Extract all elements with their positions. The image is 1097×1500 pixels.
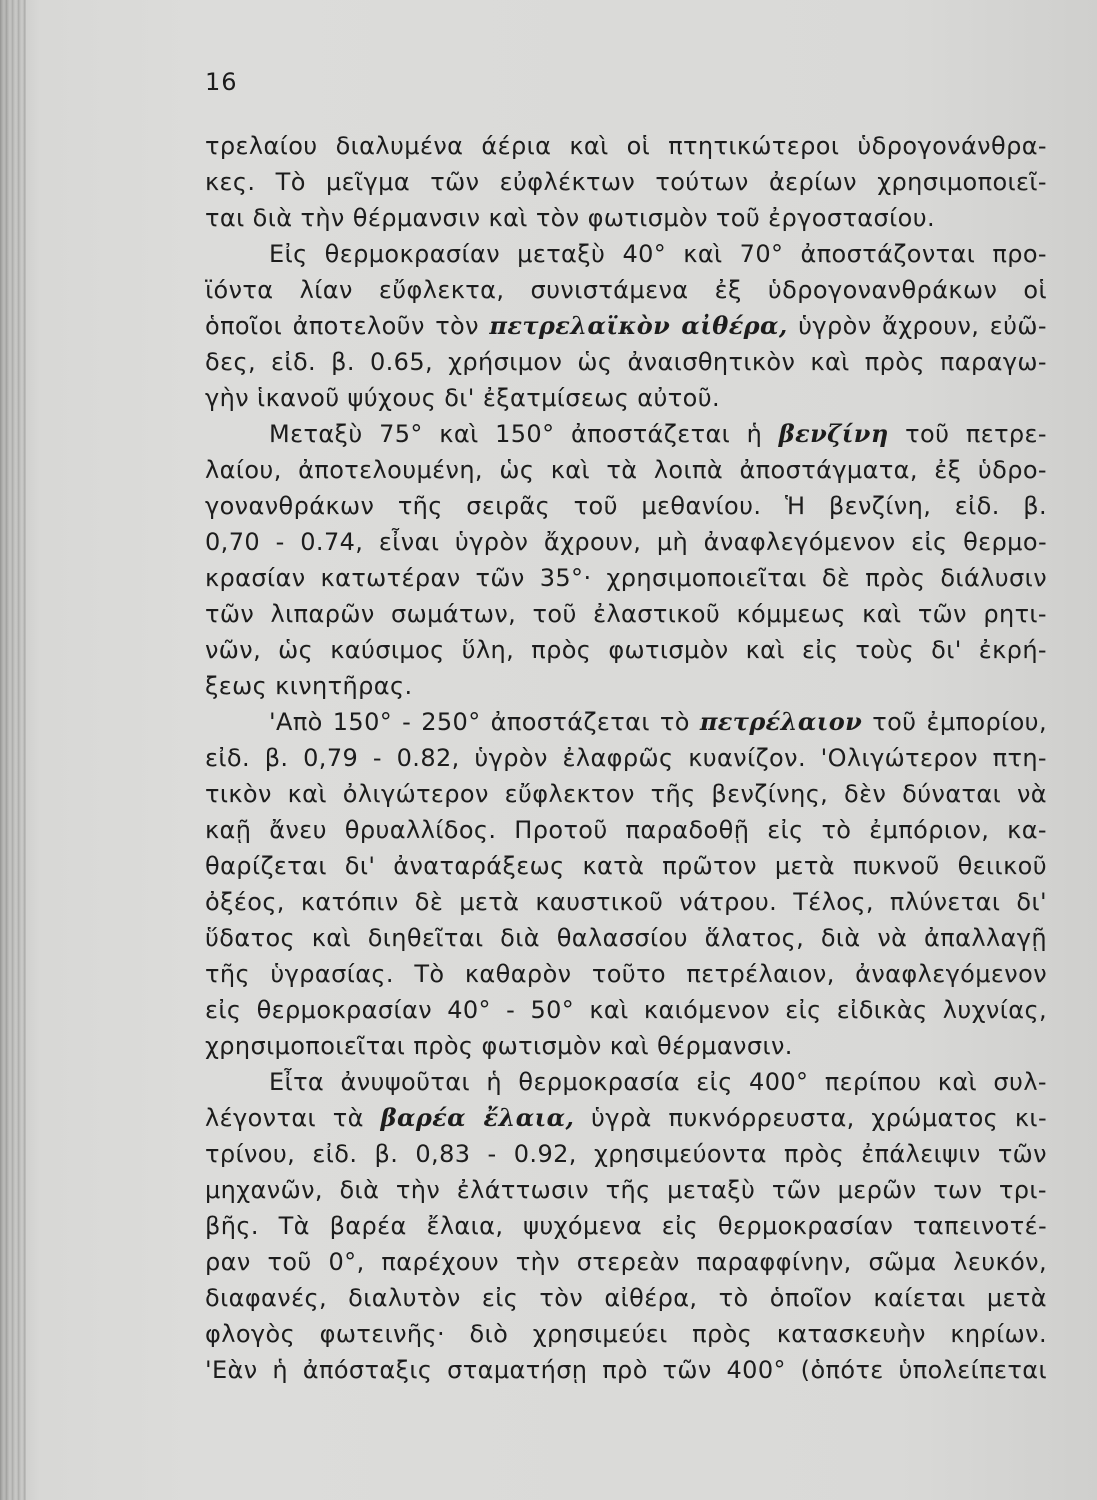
text-line: διαφανές, διαλυτὸν εἰς τὸν αἰθέρα, τὸ ὁποῖον καίεται μετὰ [205, 1284, 1047, 1312]
text-segment: 'Απὸ 150° - 250° ἀποστάζεται τὸ [269, 708, 700, 736]
text-line: καῇ ἄνευ θρυαλλίδος. Προτοῦ παραδοθῇ εἰς τὸ ἐμπόριον, κα- [205, 816, 1047, 844]
emphasized-term: βαρέα ἔλαια, [380, 1103, 575, 1132]
text-line: τῆς ὑγρασίας. Τὸ καθαρὸν τοῦτο πετρέλαιον, ἀναφλεγόμενον [205, 960, 1047, 988]
text-line: κες. Τὸ μεῖγμα τῶν εὐφλέκτων τούτων ἀερίων χρησιμοποιεῖ- [205, 168, 1047, 196]
emphasized-term: πετρέλαιον [699, 707, 863, 736]
body-text [205, 128, 1047, 1388]
text-line: γὴν ἱκανοῦ ψύχους δι' ἐξατμίσεως αὐτοῦ. [205, 384, 721, 412]
text-segment: λέγονται τὰ [205, 1104, 381, 1132]
text-segment: ὑγρὸν ἄχρουν, εὐῶ- [787, 312, 1047, 340]
text-line: χρησιμοποιεῖται πρὸς φωτισμὸν καὶ θέρμανσιν. [205, 1032, 793, 1060]
text-line: τρελαίου διαλυμένα άέρια καὶ οἱ πτητικώτεροι ὑδρογονάνθρα- [205, 132, 1047, 160]
text-segment: τοῦ ἐμπορίου, [862, 708, 1047, 736]
text-line: Εἶτα ἀνυψοῦται ἡ θερμοκρασία εἰς 400° περίπου καὶ συλ- [269, 1068, 1047, 1096]
text-line: ται διὰ τὴν θέρμανσιν καὶ τὸν φωτισμὸν τοῦ ἐργοστασίου. [205, 204, 936, 232]
text-line: τρίνου, εἰδ. β. 0,83 - 0.92, χρησιμεύοντα πρὸς ἐπάλειψιν τῶν [205, 1140, 1047, 1168]
text-line [205, 1100, 1047, 1136]
text-segment: Μεταξὺ 75° καὶ 150° ἀποστάζεται ἡ [269, 420, 779, 448]
text-line: τῶν λιπαρῶν σωμάτων, τοῦ ἐλαστικοῦ κόμμεως καὶ τῶν ρητι- [205, 600, 1047, 628]
emphasized-term: βενζίνη [778, 419, 889, 448]
text-line: ὀξέος, κατόπιν δὲ μετὰ καυστικοῦ νάτρου. Τέλος, πλύνεται δι' [205, 888, 1047, 916]
text-line: βῆς. Τὰ βαρέα ἔλαια, ψυχόμενα εἰς θερμοκρασίαν ταπεινοτέ- [205, 1212, 1047, 1240]
text-segment: ὑγρὰ πυκνόρρευστα, χρώματος κι- [574, 1104, 1048, 1132]
text-line [205, 308, 1047, 344]
text-line: εἰδ. β. 0,79 - 0.82, ὑγρὸν ἐλαφρῶς κυανίζον. 'Ολιγώτερον πτη- [205, 744, 1047, 772]
text-segment: τοῦ πετρε- [888, 420, 1047, 448]
text-line: 'Εὰν ἡ ἀπόσταξις σταματήσῃ πρὸ τῶν 400° (ὁπότε ὑπολείπεται [205, 1356, 1047, 1384]
text-segment: ὁποῖοι ἀποτελοῦν τὸν [205, 312, 490, 340]
emphasized-term: πετρελαϊκὸν αἰθέρα, [489, 311, 788, 340]
text-line: ξεως κινητῆρας. [205, 672, 413, 700]
text-line: εἰς θερμοκρασίαν 40° - 50° καὶ καιόμενον εἰς εἰδικὰς λυχνίας, [205, 996, 1047, 1024]
text-line: νῶν, ὡς καύσιμος ὕλη, πρὸς φωτισμὸν καὶ εἰς τοὺς δι' ἐκρή- [205, 636, 1047, 664]
book-page-edges [0, 0, 26, 1500]
text-line: γονανθράκων τῆς σειρᾶς τοῦ μεθανίου. Ἡ βενζίνη, εἰδ. β. [205, 492, 1047, 520]
text-line: Εἰς θερμοκρασίαν μεταξὺ 40° καὶ 70° ἀποστάζονται προ- [269, 240, 1047, 268]
text-line: φλογὸς φωτεινῆς· διὸ χρησιμεύει πρὸς κατασκευὴν κηρίων. [205, 1320, 1047, 1348]
page-number: 16 [205, 68, 238, 96]
text-line: 0,70 - 0.74, εἶναι ὑγρὸν ἄχρουν, μὴ ἀναφλεγόμενον εἰς θερμο- [205, 528, 1047, 556]
text-line: μηχανῶν, διὰ τὴν ἐλάττωσιν τῆς μεταξὺ τῶν μερῶν των τρι- [205, 1176, 1047, 1204]
text-line: ραν τοῦ 0°, παρέχουν τὴν στερεὰν παραφφίνην, σῶμα λευκόν, [205, 1248, 1047, 1276]
text-line: θαρίζεται δι' ἀναταράξεως κατὰ πρῶτον μετὰ πυκνοῦ θειικοῦ [205, 852, 1047, 880]
text-line: δες, εἰδ. β. 0.65, χρήσιμον ὡς ἀναισθητικὸν καὶ πρὸς παραγω- [205, 348, 1047, 376]
text-line [205, 416, 1047, 452]
text-line: κρασίαν κατωτέραν τῶν 35°· χρησιμοποιεῖται δὲ πρὸς διάλυσιν [205, 564, 1047, 592]
text-line [205, 704, 1047, 740]
text-line: ϊόντα λίαν εὔφλεκτα, συνιστάμενα ἐξ ὑδρογονανθράκων οἱ [205, 276, 1047, 304]
text-line: λαίου, ἀποτελουμένη, ὡς καὶ τὰ λοιπὰ ἀποστάγματα, ἐξ ὑδρο- [205, 456, 1047, 484]
text-line: τικὸν καὶ ὀλιγώτερον εὔφλεκτον τῆς βενζίνης, δὲν δύναται νὰ [205, 780, 1047, 808]
text-line: ὕδατος καὶ διηθεῖται διὰ θαλασσίου ἅλατος, διὰ νὰ ἀπαλλαγῇ [205, 924, 1047, 952]
